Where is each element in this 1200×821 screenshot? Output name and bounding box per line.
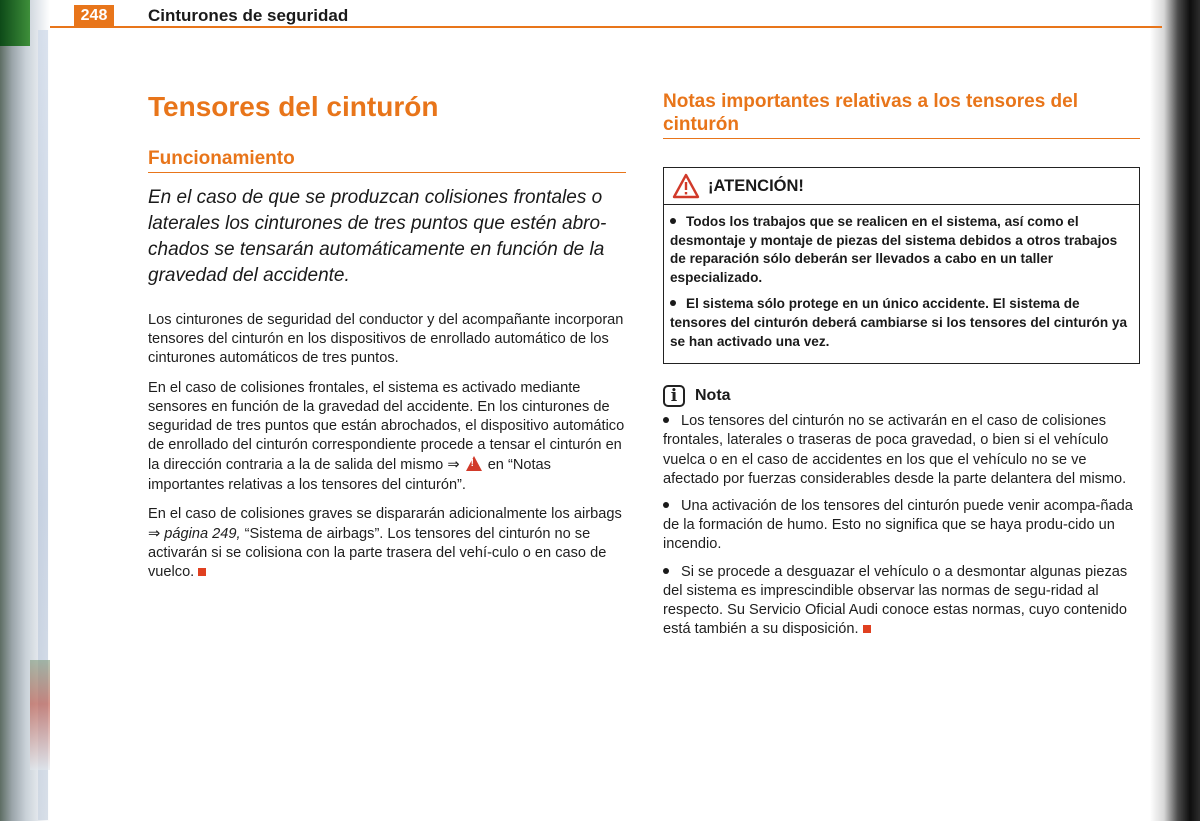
cover-edge-decoration [0, 0, 30, 46]
paragraph-1: Los cinturones de seguridad del conductor y del acompañante incorporan tensores del cinturón en los dispositivos de enrollado automático de los cinturones automáticos de tres puntos. [148, 312, 624, 367]
warning-title: ¡ATENCIÓN! [708, 176, 804, 195]
cross-ref-link[interactable]: en “Notas importantes relativas a los tensores del cinturón”. [148, 457, 551, 493]
end-of-section-mark [198, 568, 206, 576]
page-binding-edge-right [1150, 0, 1200, 821]
notes-heading: Notas importantes relativas a los tensores del cinturón [663, 90, 1140, 139]
paragraph-3-text-b: “Sistema de airbags”. Los tensores del cinturón no se activarán si se colisiona con la parte trasera del vehí-culo o en caso de vuelco. [148, 526, 607, 581]
subsection-heading: Funcionamiento [148, 148, 626, 173]
page-ref-link[interactable]: página 249, [164, 526, 241, 543]
paragraph-3-text-a: En el caso de colisiones graves se dispararán adicionalmente los airbags [148, 505, 622, 522]
header-rule [50, 26, 1162, 28]
paragraph-2-text: En el caso de colisiones frontales, el sistema es activado mediante sensores en función de la gravedad del accidente. En los cinturones de seguridad de tres puntos que están abrochados, el dispositivo automático de enrollado del cinturón correspondiente procede a tensar el cinturón en la dirección contraria a la de salida del mismo [148, 379, 625, 474]
cross-ref-arrow: ⇒ [148, 525, 161, 543]
note-item-text: Una activación de los tensores del cinturón puede venir acompa-ñada de la formación de humo. Esto no significa que se haya produ-cido un incendio. [663, 497, 1133, 553]
body-text [148, 311, 626, 583]
bullet-icon [663, 417, 669, 423]
right-column [663, 90, 1140, 647]
warning-box [663, 167, 1140, 364]
note-title: Nota [695, 387, 731, 405]
bullet-icon [670, 218, 676, 224]
left-column [148, 90, 626, 593]
intro-paragraph: En el caso de que se produzcan colisiones frontales o laterales los cinturones de tres puntos que estén abro-chados se tensarán automáticamente en función de la gravedad del accidente. [148, 187, 607, 286]
paragraph-2 [148, 379, 626, 495]
warning-item [670, 295, 1131, 351]
warning-item [670, 213, 1131, 287]
section-title: Tensores del cinturón [148, 91, 439, 122]
note-item [663, 497, 1140, 555]
warning-header [664, 168, 1139, 205]
end-of-section-mark [863, 625, 871, 633]
cross-ref-arrow: ⇒ [447, 456, 460, 474]
page-binding-edge-left [0, 0, 50, 821]
page-number: 248 [74, 5, 114, 27]
paragraph-3 [148, 505, 626, 583]
note-item-text: Los tensores del cinturón no se activarán en el caso de colisiones frontales, laterales o traseras de poca gravedad, o bien si el vehículo vuelca o en el caso de accidentes en los que el vehículo no se ve afectado por fuerzas considerables desde la parte delantera del mismo. [663, 413, 1127, 487]
warning-item-text: Todos los trabajos que se realicen en el sistema, así como el desmontaje y montaje de piezas del sistema debidos a otros trabajos de reparación sólo deberán ser llevados a cabo en un taller especializado. [670, 214, 1118, 285]
note-body [663, 412, 1140, 639]
note-header [663, 382, 1140, 410]
warning-triangle-icon [466, 456, 482, 471]
page-edge-stain [30, 660, 50, 770]
note-item-text: Si se procede a desguazar el vehículo o a desmontar algunas piezas del sistema es imprescindible observar las normas de segu-ridad al respecto. Su Servicio Oficial Audi conoce estas normas, cuyo contenido está también a su disposición. [663, 563, 1128, 638]
warning-item-text: El sistema sólo protege en un único accidente. El sistema de tensores del cinturón deberá cambiarse si los tensores del cinturón ya se han activado una vez. [670, 296, 1128, 349]
running-header-title: Cinturones de seguridad [148, 6, 349, 25]
bullet-icon [663, 502, 669, 508]
warning-body [664, 205, 1139, 363]
warning-triangle-icon [672, 173, 700, 199]
info-note-icon: i [663, 385, 685, 407]
bullet-icon [663, 568, 669, 574]
note-item [663, 563, 1140, 640]
bullet-icon [670, 300, 676, 306]
note-item [663, 412, 1140, 489]
